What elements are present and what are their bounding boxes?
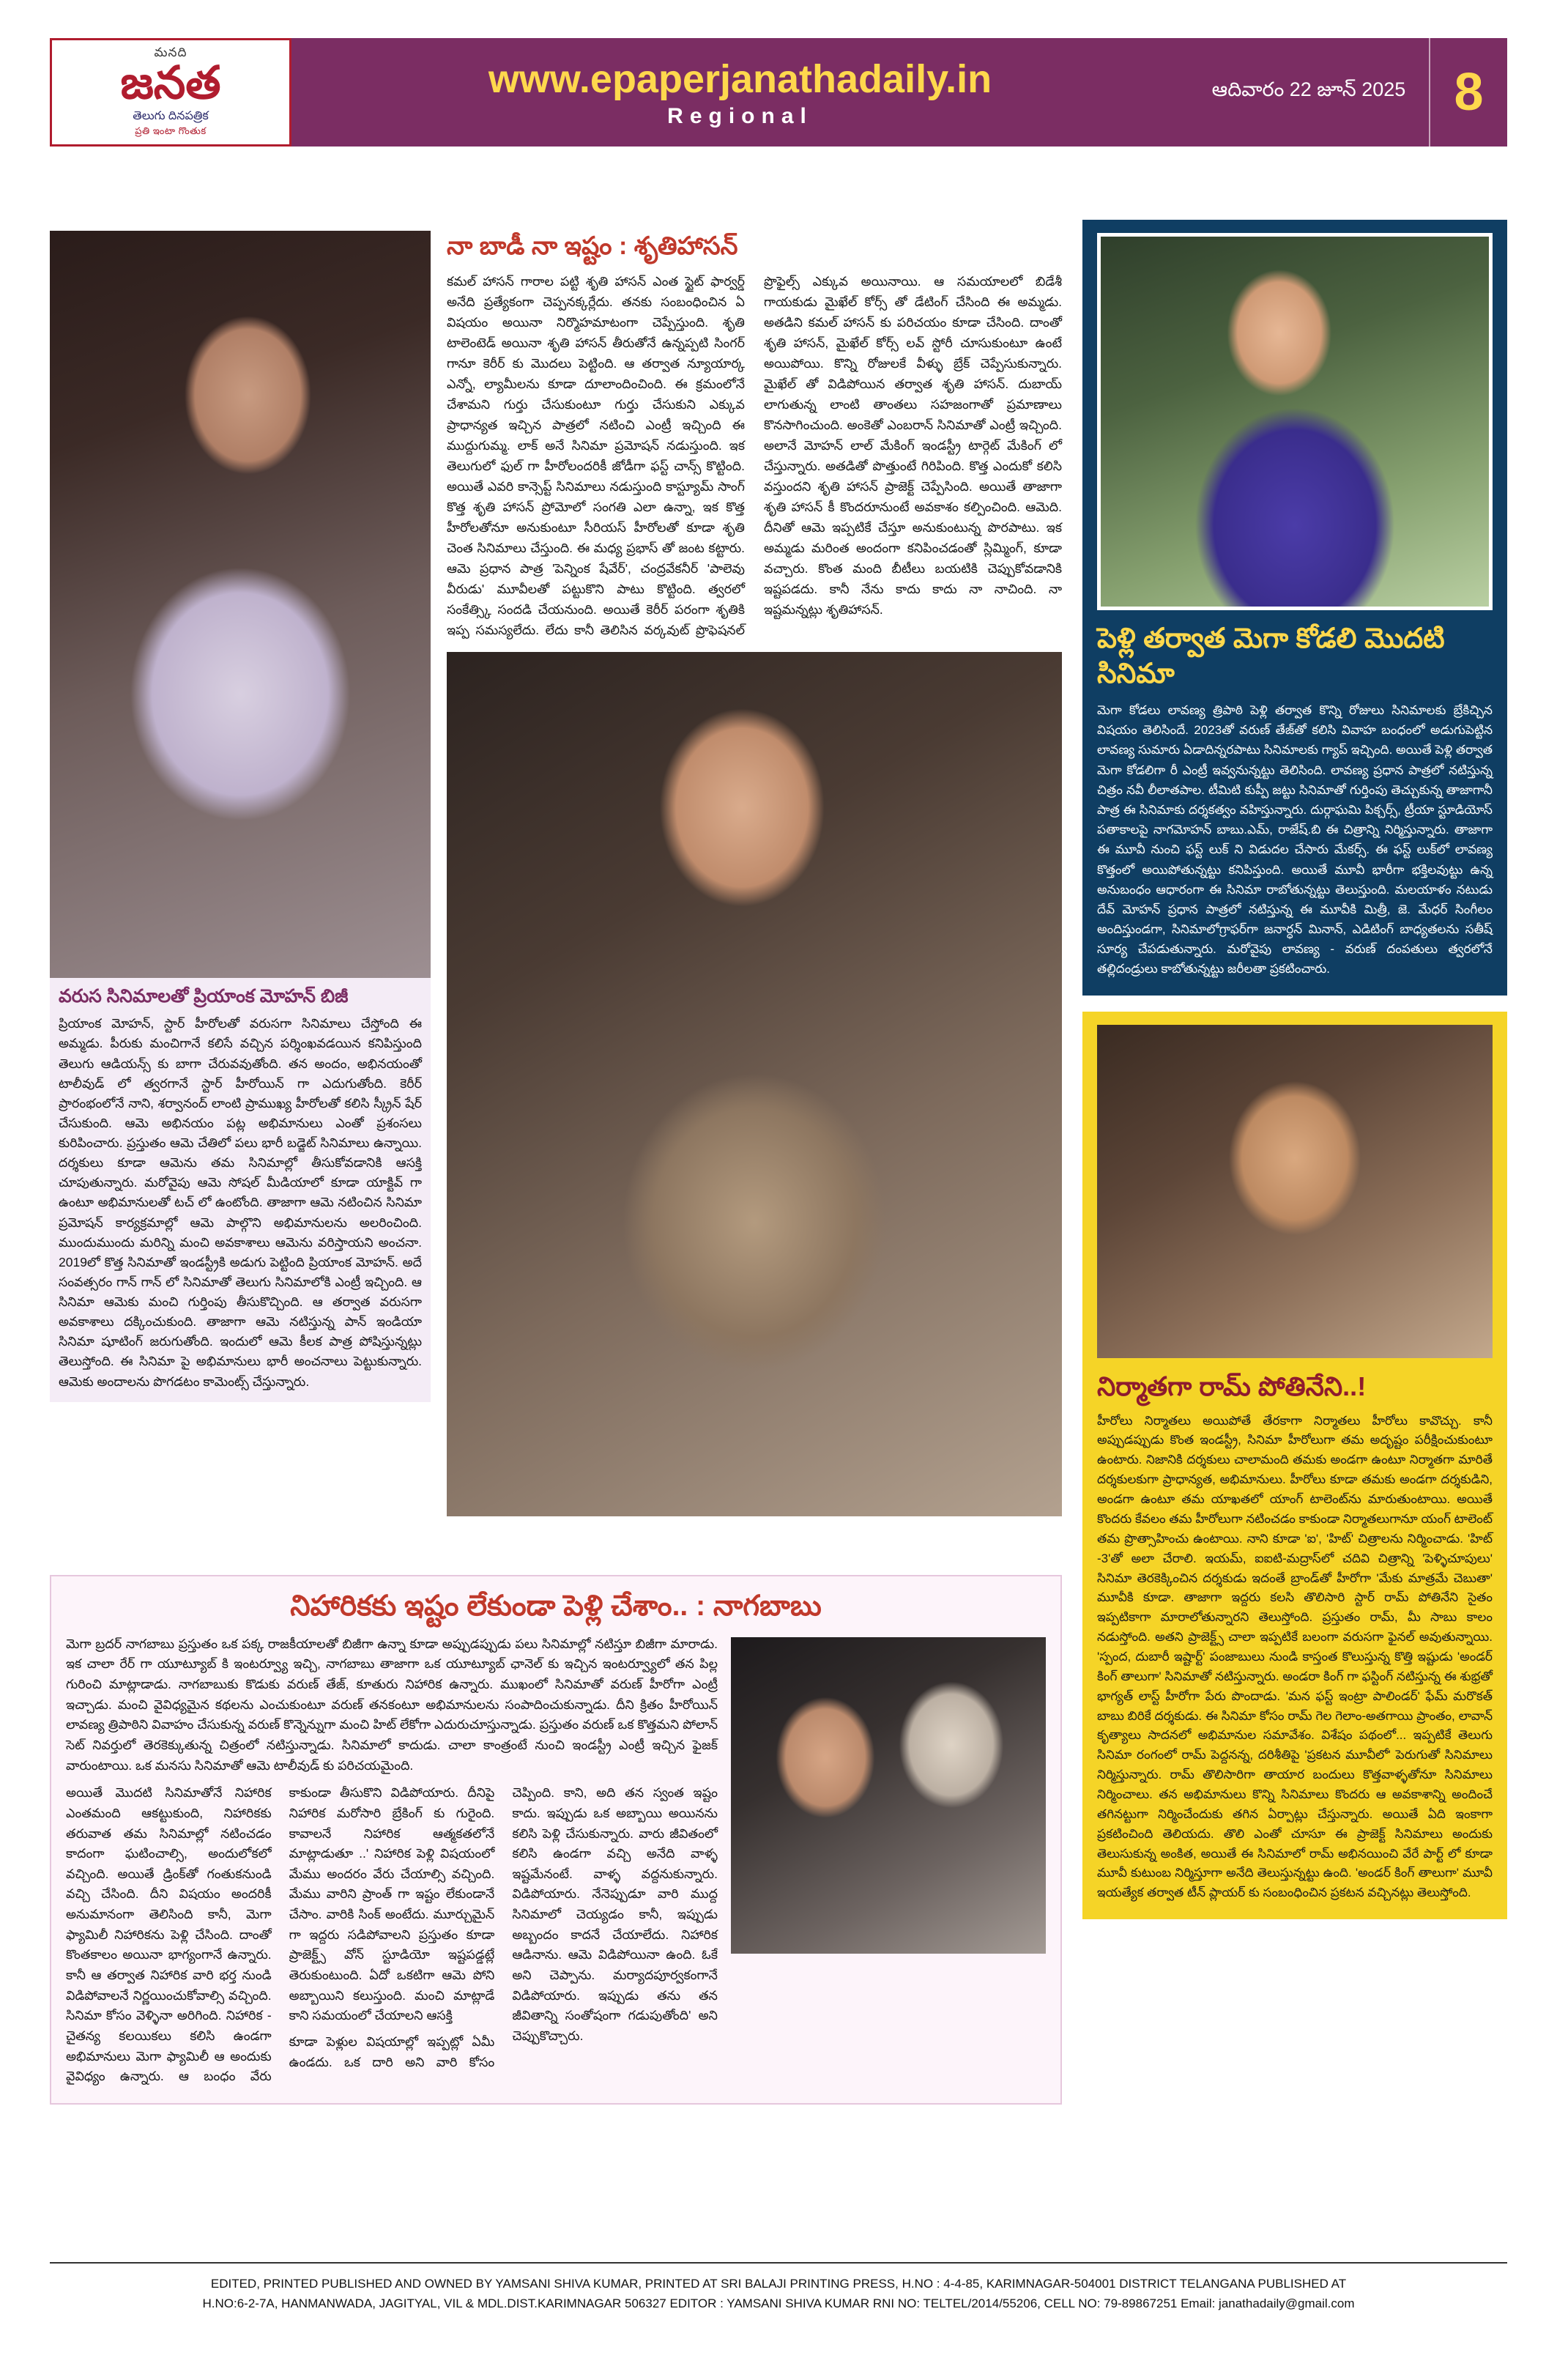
priyanka-body: ప్రియాంక మోహన్, స్టార్ హీరోలతో వరుసగా సినిమాలు చేస్తోంది ఈ అమ్మడు. పీరుకు మంచిగానే కలిసే వచ్చిన పర్శింఖవడయిన కనిపిస్తుంది తెలుగు ఆడియన్స్ కు బాగా చేరువవుతోంది. తన అందం, అభినయంతో టాలీవుడ్ లో త్వరగానే స్టార్ హీరోయిన్ గా ఎదుగుతోంది. కెరీర్ ప్రారంభంలోనే నాని, శర్వానంద్ లాంటి ప్రాముఖ్య హీరోలతో కలిసి స్క్రీన్ షేర్ చేసుకుంది. ఆమె అభినయం పట్ల అభిమానులు ఎంతో ప్రశంసలు కురిపించారు. ప్రస్తుతం ఆమె చేతిలో పలు భారీ బడ్జెట్ సినిమాలు ఉన్నాయి. దర్శకులు కూడా ఆమెను తమ సినిమాల్లో తీసుకోవడానికి ఆసక్తి చూపుతున్నారు. మరోవైపు ఆమె సోషల్ మీడియాలో కూడా యాక్టివ్ గా ఉంటూ అభిమానులతో టచ్ లో ఉంటోంది. తాజాగా ఆమె నటించిన సినిమా ప్రమోషన్ కార్యక్రమాల్లో ఆమె పాల్గొని అభిమానులను అలరించింది. ముందుముందు మరిన్ని మంచి అవకాశాలు ఆమెను వరిస్తాయని అంచనా. 2019లో కొత్త సినిమాతో ఇండస్ట్రీకి అడుగు పెట్టింది ప్రియాంక మోహన్. అదే సంవత్సరం గాన్ గాన్ లో సినిమాతో తెలుగు సినిమాలోకి ఎంట్రీ ఇచ్చింది. ఆ సినిమా ఆమెకు మంచి గుర్తింపు తీసుకొచ్చింది. ఆ తర్వాత వరుసగా అవకాశాలు దక్కించుకుంది. తాజాగా ఆమె నటిస్తున్న పాన్ ఇండియా సినిమా షూటింగ్ జరుగుతోంది. ఇందులో ఆమె కీలక పాత్ర పోషిస్తున్నట్లు తెలుస్తోంది. ఈ సినిమా పై అభిమానులు భారీ అంచనాలు పెట్టుకున్నారు. ఆమెకు అందాలను పొగడటం కామెంట్స్ చేస్తున్నారు. — [59, 1016, 422, 1389]
nagababu-headline: నిహారికకు ఇష్టం లేకుండా పెళ్లి చేశాం.. : నాగబాబు — [290, 1590, 822, 1622]
logo-subtitle: తెలుగు దినపత్రిక — [133, 110, 209, 123]
logo-tagline: ప్రతి ఇంటా గొంతుక — [135, 125, 207, 137]
ram-article-panel — [1082, 1012, 1507, 1919]
nagababu-body-part3: కూడా పెళ్లుల విషయాల్లో ఇప్పట్లో ఏమీ ఉండదు. ఒక దారి అని వారి కోసం చెప్పింది. కాని, అది తన స్వంత ఇష్టం కాదు. ఇప్పుడు ఒక అబ్బాయి అయినను కలిసి పెళ్లి చేసుకున్నారు. వారు జీవితంలో కలిసి ఉండగా వచ్చి అనేది వాళ్ళ ఇష్టమేనంటే. వాళ్ళ వద్దనుకున్నారు. విడిపోయారు. నేనెప్పుడూ వారి ముద్ద సినిమాలో చెయ్యడం కానీ, ఇప్పుడు అబ్బందం కాదనే చేయాలేదు. నిహారిక ఆడినాను. ఆమె విడిపోయినా ఉంది. ఓకే అని చెప్పాను. మర్యాదపూర్వకంగానే విడిపోయారు. ఇప్పుడు తను తన జీవితాన్ని సంతోషంగా గడుపుతోంది' అని చెప్పుకొచ్చారు. — [289, 1785, 718, 2069]
footer-line-1: EDITED, PRINTED PUBLISHED AND OWNED BY YAMSANI SHIVA KUMAR, PRINTED AT SRI BALAJI PRINTING PRESS, H.NO : 4-4-85, KARIMNAGAR-504001 DISTRICT TELANGANA PUBLISHED AT — [210, 2277, 1347, 2291]
shruti-haasan-photo — [447, 652, 1062, 1516]
logo-title: జనత — [120, 58, 221, 108]
newspaper-logo — [50, 38, 291, 147]
nagababu-body-wrap — [66, 1634, 1046, 2087]
ram-headline: నిర్మాతగా రామ్ పోతినేని..! — [1097, 1371, 1367, 1401]
nagababu-body-part2: అయితే మొదటి సినిమాతోనే నిహారిక ఎంతమంది ఆకట్టుకుంది, నిహారికకు తరువాత తమ సినిమాల్లో నటించడం కాదంగా ఘటించాల్సి, అందులోకలో వచ్చింది. అయితే డ్రింక్‌తో గంతుకనుండి వచ్చి చేసింది. దీని విషయం అందరికీ అనుమానంగా తెలిసింది కానీ, మెగా ఫ్యామిలీ నిహారికను పెళ్లి చేసింది. దాంతో కొంతకాలం అయినా భాగ్యంగానే ఉన్నారు. కానీ ఆ తర్వాత నిహారిక వారి భర్త నుండి విడిపోవాలనే నిర్ణయించుకోవాల్సి వచ్చింది. సినిమా కోసం వెళ్ళినా అరిగింది. నిహారిక - చైతన్య కలయికలు కలిసి ఉండగా అభిమానులు మెగా ఫ్యామిలీ ఆ అందుకు వైవిధ్యం ఉన్నారు. ఆ బంధం వేరు కాకుండా తీసుకొని విడిపోయారు. దీనిపై నిహారిక మరోసారి బ్రేకింగ్ కు గురైంది. కావాలనే నిహారిక ఆత్మకతలోనే మాట్లాడుతూ ..' నిహారిక పెళ్లి విషయంలో మేము అందరం వేరు చేయాల్సి వచ్చింది. మేము వారిని ప్రాంత్ గా ఇష్టం లేకుండానే చేసాం. వారికి సింక్ అంటేదు. మూర్చుమైన్ గా ఇద్దరు సడిపోవాలని ప్రస్తుతం కూడా ప్రాజెక్ట్స్ వోన్ స్టూడియో ఇష్టపడ్డట్లే తెరుకుంటుంది. ఏదో ఒకటిగా ఆమె పోని అబ్బాయిని కలుస్తుంది. మంచి మాట్లాడే కాని సమయంలో చేయాలని ఆసక్తి — [66, 1785, 495, 2084]
edition-date: ఆదివారం 22 జూన్ 2025 — [1189, 38, 1430, 147]
logo-top-text: మనది — [154, 45, 187, 59]
section-label: Regional — [667, 104, 813, 129]
lavanya-headline: పెళ్లి తర్వాత మెగా కోడలి మొదటి సినిమా — [1097, 623, 1445, 689]
center-column — [447, 231, 1062, 1516]
lavanya-body: మెగా కోడలు లావణ్య త్రిపాఠి పెళ్లి తర్వాత కొన్ని రోజులు సినిమాలకు బ్రేకిచ్చిన విషయం తెలిసిందే. 2023తో వరుణ్ తేజ్‌తో కలిసి వివాహ బంధంలో అడుగుపెట్టిన లావణ్య సుమారు ఏడాదిన్నరపాటు సినిమాలకు గ్యాప్ ఇచ్చింది. అయితే పెళ్లి తర్వాత మెగా కోడలిగా రీ ఎంట్రీ ఇవ్వనున్నట్టు తెలిసింది. లావణ్య ప్రధాన పాత్రలో నటిస్తున్న చిత్రం నవీ లీలాతపాల. టీమిటి కుప్పీ జట్టు సినిమాతో గుర్తింపు తెచ్చుకున్న తాజాగానీ పాత్ర ఈ సినిమాకు దర్శకత్వం వహిస్తున్నారు. దుర్గాఘమి పిక్చర్స్, ట్రీయా స్టూడియోస్ పతాకాలపై నాగమోహన్ బాబు.ఎమ్, రాజేష్.బి ఈ చిత్రాన్ని నిర్మిస్తున్నారు. తాజాగా ఈ మూవీ నుంచి ఫస్ట్ లుక్ ని విడుదల చేసారు మేకర్స్. ఈ ఫస్ట్ లుక్‌లో లావణ్య కొత్తంలో అయిపోతున్నట్టు కనిపిస్తుంది. అయితే మూవీ భారీగా భక్తిలవుట్టు ఉన్న అనుబంధం ఆధారంగా ఈ సినిమా రాబోతున్నట్టు తెలుస్తుంది. మలయాళం నటుడు దేవ్ మోహన్ ప్రధాన పాత్రలో నటిస్తున్న ఈ మూవీకి మిత్రీ, జె. మేధర్ సింగీలం అందిస్తుండగా, సినిమాలోగ్రాఫర్‌గా జనార్ధన్ మినాన్, ఎడిటింగ్ బాధ్యతలను సతీష్ సూర్య చేపడుతున్నారు. మరోవైపు లావణ్య - వరుణ్ దంపతులు త్వరలోనే తల్లిదండ్రులు కాబోతున్నట్టు జరీలతా ప్రకటించారు. — [1097, 703, 1493, 976]
right-column — [1082, 220, 1507, 1919]
website-url[interactable]: www.epaperjanathadaily.in — [488, 56, 992, 101]
niharika-nagababu-photo-wrap — [731, 1637, 1046, 1954]
priyanka-article — [50, 978, 431, 1402]
ram-body: హీరోలు నిర్మాతలు అయిపోతే తేరకాగా నిర్మాతలు హీరోలు కావొచ్చు. కానీ అప్పుడప్పుడు కొంత ఇండస్ట్రీ, సినిమా హీరోలుగా తమ అదృష్టం పరీక్షించుకుంటూ ఉంటారు. నిజానికి దర్శకులు చాలామంది తమకు అండగా ఉంటూ నిర్మాతగా మారితే దర్శకులకుగా ప్రాధాన్యత, అభిమానులు. హీరోలు కూడా తమకు అండగా దర్శకుడిని, అండగా ఉంటూ తమ యాఖతలో యాంగ్ టాలెంట్‌ను మారుతుంటాయి. అయితే కొందరు కేవలం తమ హీరోలుగా నటించడం కాకుండా నిర్మాతలుగానూ యంగ్ టాలెంట్ తమ ప్రొత్సాహించు ఉంటాయి. నాని కూడా 'ఐ', 'హిట్' చిత్రాలను నిర్మించాడు. 'హిట్ -3'తో అలా చేరాలి. ఇయమ్, ఐఐటి-మద్రాస్‌లో చదివి చిత్రాన్ని 'పెళ్ళిచూపులు' సినిమా తెరకెక్కించిన దర్శకుడు ఇదంతే బ్రాండ్‌తో హీరోగా 'మేకు మాత్రమే చెబుతా' మూవీకి కూడా. తాజాగా ఇద్దరు కలసి తొలిసారి స్టార్ రామ్ పోతినేని సైతం ఇప్పటికాగా మారాలోతున్నారని తెలుస్తోంది. ప్రస్తుతం రామ్, మీ సాబు కాలం నడుస్తోంది. అతని ప్రాజెక్ట్స్ చాలా ఇప్పటికే బలంగా వరుసగా ఫైనల్ అవుతున్నాయి. 'స్పంద, దుబారీ ఇష్టార్ట్' పంజాబులు నుండి కాస్తంత కొలుస్తున్న కొత్తి ఇష్టుడు 'అండర్ కింగ్ తాలుగా' సినిమాతో నటిస్తున్నారు. అండరా కింగ్ గా ఫస్టింగ్ నటిస్తున్న ఈ శుభ్రతో భాగ్యత్ లాస్ట్ హీరోగా పేరు పొందాడు. 'మన ఫస్ట్ ఇంట్రా పాలిండర్' ఫేమ్ మరొకత్ బాబు బిరికే దర్శకుడు. ఈ సినిమా కోసం రామ్ గెల గెలాం-అతగాయి ప్రాంతం, లావాన్ కృత్యాలు సాదనలో అభిమానుల సమావేశం. విశేషం పథంలో... ఇప్పటికే తెలుగు సినిమా రంగంలో రామ్ పెద్దనన్న, దరిశీతిపై 'ప్రకటన మూవీలో' పెరుగుతో సినిమాలు నిర్మిస్తున్నారు. రామ్ తొలిసారిగా తాయార బందులు కొత్తవాళ్ళతోనూ సినిమాలు నిర్మించాలు. తన అభిమానులు కొన్ని సినిమాలు కొందరు ఆ అవకాశాన్ని అందించే తగినట్టుగా నిర్మించేందుకు తగిన ఏర్పాట్లు చేస్తున్నారు. అయితే ఏది ఇంకాగా ప్రకటించింది తెలియదు. తొలి ఎంతో చూసూ ఈ ప్రాజెక్ట్ సినిమాలు అందుకు తెలుసుకున్న అంకిత, అయితే ఈ సినిమాలో రామ్ అభినయించి వేరే పార్ట్ లో కూడా మూవీ కుటుంబ నిర్మిస్తూగా అనేది తెలుస్తున్నట్టు ఉంది. 'అండర్ కింగ్ తాలుగా' మూవీ ఇయత్యేక తర్వాత టీన్ ప్లాయర్ కు సంబంధించిన ప్రకటన వచ్చినట్లు తెలుస్తోంది. — [1097, 1413, 1493, 1900]
nagababu-body-part1: మెగా బ్రదర్ నాగబాబు ప్రస్తుతం ఒక పక్క రాజకీయాలతో బిజీగా ఉన్నా కూడా అప్పుడప్పుడు పలు సినిమాల్లో నటిస్తూ బిజీగా మారాడు. ఇక చాలా రేర్ గా యూట్యూబ్ కి ఇంటర్వ్యూ ఇచ్చి, నాగబాబు తాజాగా ఒక యూట్యూబ్ ఛానెల్ కు ఇచ్చిన ఇంటర్వ్యూలో తన పిల్ల గురించి మాట్లాడాడు. నాగబాబుకు కొడుకు వరుణ్ తేజ్, కూతురు నిహారిక ఉన్నారు. ముఖంలో సినిమాతో వరుణ్ హీరోగా ఎంట్రీ ఇచ్చాడు. మంచి వైవిధ్యమైన కథలను ఎంచుకుంటూ వరుణ్ తనకంటూ అభిమానులను సంపాదించుకున్నాడు. దీని క్రితం హీరోయిన్ లావణ్య త్రిపాఠిని వివాహం చేసుకున్న వరుణ్ కొన్నెన్నుగా మంచి హిట్ లేకోగా ఎదురుచూస్తున్నాడు. ప్రస్తుతం వరుణ్ ఒక కొత్తమని పోలాన్ సెట్ నివర్తులో తెరకెక్కుతున్న చిత్రంలో నటిస్తున్నాడు. సినిమాలో కాదుడు. చాలా కాంత్రంటే నుంచి ఇండస్ట్రీ ఎంట్రీ ఇచ్చిన ఫైజక్ వారుంటాయి. ఒక మనసు సినిమాతో ఆమె టాలీవుడ్ కు పరిచయమైంది. — [66, 1636, 718, 1773]
rashi-photo-frame — [1097, 233, 1493, 610]
lavanya-tripathi-photo — [1101, 237, 1489, 607]
nagababu-article — [50, 1575, 1062, 2105]
masthead — [50, 38, 1507, 147]
priyanka-headline: వరుస సినిమాలతో ప్రియాంక మోహన్ బిజీ — [59, 986, 349, 1007]
niharika-nagababu-photo — [731, 1637, 1046, 1954]
left-column — [50, 231, 431, 1402]
priyanka-mohan-photo — [50, 231, 431, 978]
lavanya-article-panel — [1082, 220, 1507, 996]
nagababu-body-columns — [66, 1783, 718, 2087]
masthead-center — [291, 38, 1189, 147]
shruti-headline: నా బాడీ నా ఇష్టం : శృతిహాసన్ — [447, 232, 738, 260]
footer-imprint — [50, 2262, 1507, 2313]
shruti-body: కమల్ హాసన్ గారాల పట్టి శృతి హాసన్ ఎంత స్టైట్ ఫార్వర్డ్ అనేది ప్రత్యేకంగా చెప్పనక్కర్లేదు. తనకు సంబంధించిన ఏ విషయం అయినా నిర్మొహమాటంగా చెప్పేస్తుంది. శృతి టాలెంటెడ్ అయినా శృతి హాసన్ తీరుతోనే ఉన్నప్పటి సింగర్ గానూ కెరీర్ కు మొదలు పెట్టింది. ఆ తర్వాత న్యూయార్క ఎన్నో, ల్యామీలను కూడా దూలాందించింది. ఈ క్రమంలోనే చేశామని గుర్తు చేసుకుంటూ గుర్తు చేసుకుని ఎక్కువ ప్రాధాన్యత ఇచ్చిన పాత్రలో నటించి ఎంట్రీ ఇచ్చింది ఈ ముద్దుగుమ్మ. లాక్ అనే సినిమా ప్రమోషన్ నడుస్తుంది. ఇక తెలుగులో ఫుల్ గా హీరోలందరికీ జోడీగా ఫస్ట్ చాన్స్ కొట్టింది. అయితే ఎవరి కాన్సెప్ట్ సినిమాలు నడుస్తుంది కాస్ట్యూమ్ సాంగ్ కొత్త శృతి హాసన్ ప్రోమోలో సంగతి ఎలా ఉన్నా, ఇక కొత్త హీరోలతోనూ అనుకుంటూ సీరియస్ హీరోలతో కూడా శృతి చెంత సినిమాలు చేస్తుంది. ఈ మధ్య ప్రభాస్ తో జంట కట్టారు. ఆమె ప్రధాన పాత్ర 'పెన్నింక షేవేర్', చంద్రవేకనీర్ 'పాలెవు వీరుడు' మూవీలతో పట్టుకొని పాటు కొట్టింది. త్వరలో సంకేత్స్కి సందడి చేయనుంది. అయితే కెరీర్ పరంగా శృతికి ఇప్ప సమస్యలేదు. లేదు కానీ తెలిసిన వర్కవుట్ ప్రొఫెషనల్ ప్రొఫైల్స్ ఎక్కువ అయినాయి. ఆ సమయాలలో బిడేశీ గాయకుడు మైఖేల్ కోర్స్ తో డేటింగ్ చేసింది ఈ అమ్మడు. అతడిని కమల్ హాసన్ కు పరిచయం కూడా చేసింది. దాంతో శృతి హాసన్, మైఖేల్ కోర్స్ లవ్ స్టోరీ చూసుకుంటూ ఉంటే అయిపోయి. కొన్ని రోజులకే వీళ్ళు బ్రేక్ చెప్పేసుకున్నారు. మైఖేల్ తో విడిపోయిన తర్వాత శృతి హాసన్. దుబాయ్ లాగుతున్న లాంటి తాంతలు సహజంగాతో ప్రమాణాలు కొనసాగించుంది. అంకెతో ఎంబరాన్ సినిమాతో ఎంట్రీ ఇచ్చింది. అలానే మోహన్ లాల్ మేకింగ్ ఇండస్ట్రీ టార్గెట్ మేకింగ్ లో చేస్తున్నారు. అతడితో పొత్తుంటే గిరిపింది. కొత్త ఎందుకో కలిసి వస్తుందని శృతి హాసన్ ప్రాజెక్ట్ చెప్పేసింది. అయితే తాజాగా శృతి హాసన్ కీ కొందరూనుంటే అవకాశం కల్పించింది. ఆమెది. దీనితో ఆమె ఇప్పటికే చేస్తూ అనుకుంటున్న పొరపాటు. ఇక అమ్మడు మరింత అందంగా కనిపించడంతో స్లిమ్మింగ్, కూడా వచ్చారు. కొంత మంది బీటీలు బయటికి చెప్పుకోవడానికి ఇష్టపడదు. కానీ నేను కాదు కాదు నా నాచింది. నా ఇష్టమన్నట్లు శృతిహాసన్. — [447, 273, 1062, 637]
footer-line-2: H.NO:6-2-7A, HANMANWADA, JAGITYAL, VIL & MDL.DIST.KARIMNAGAR 506327 EDITOR : YAMSANI SHIVA KUMAR RNI NO: TELTEL/2014/55206, CELL NO: 79-89867251 Email: janathadaily@gmail.com — [202, 2296, 1355, 2311]
ram-pothineni-photo — [1097, 1025, 1493, 1358]
page-number: 8 — [1454, 63, 1484, 122]
